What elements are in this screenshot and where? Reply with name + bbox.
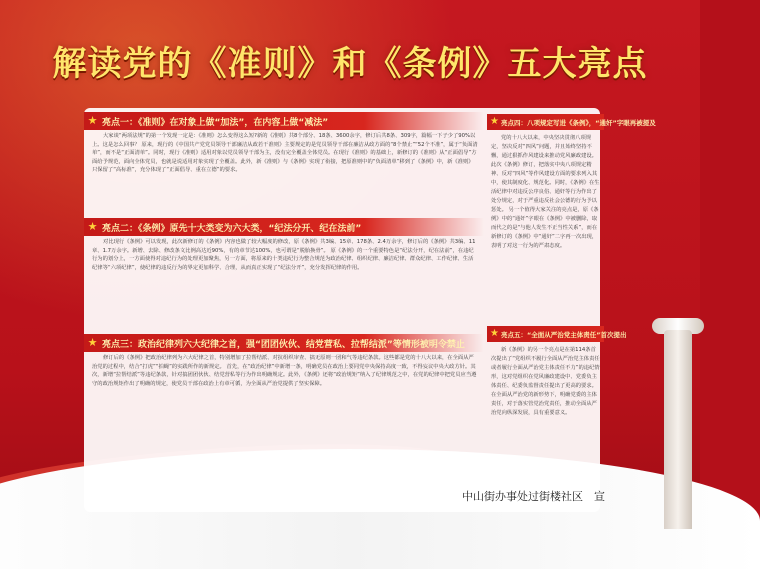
- section-3: [84, 334, 484, 510]
- section-4-header: [487, 114, 656, 130]
- section-header: [84, 334, 484, 352]
- section-body: 大家谈“两项法规”的第一个发现一定是：《准则》怎么变得这么短?新的《准则》共8个部分、18条、3600余字，修订后共8条、309字，篇幅一下子少了90%以上。这是怎么回事？ 原来，现行的《中国共产党党员领导干部廉洁从政若干准则》主要规定的是党员领导干部在廉洁从政方面的“8个禁止”“52个不准”，属于“负面清单”，而不是“正面清单”。同时，现行《准则》适用对象以党员领导干部为主，没有完全覆盖全体党员。在现行《准则》的基础上，新修订的《准则》从“正面倡导”方面给予规范，面向全体党员，也就是说适用对象实现了全覆盖。此外，新《准则》与《条例》实现了衔接，把原准则中的“负面清单”移到了《条例》中，新《准则》只保留了“高标准”，充分体现了“正面倡导、重在立德”的要求。: [92, 133, 478, 174]
- section-title: 亮点二：《条例》原先十大类变为六大类，“纪法分开、纪在法前”: [102, 223, 362, 234]
- party-emblem-icon: ★: [87, 336, 98, 349]
- pillar-decoration: [664, 330, 692, 529]
- left-column: [84, 108, 484, 512]
- section-body: 对比现行《条例》可以发现，此次新修订的《条例》内容也做了较大幅度的修改，原《条例》共3编、15章、178条、2.4万余字，修订后的《条例》共3编、11章、1.7万余字。新增、去除、修改条文比例高达近90%，有的章节达100%，也可谓是“脱胎换骨”。 原《条例》的一个重要特色是“纪法分开，纪在法前”，在违纪行为的划分上，一方面使得对违纪行为的处理更加聚焦，另一方面，将原来的十类违纪行为整合规范为政治纪律、组织纪律、廉洁纪律、群众纪律、工作纪律、生活纪律等“六项纪律”，使纪律的违反行为的界定更加科学、合理，从而真正实现了“纪法分开”，充分发挥纪律的作用。: [92, 239, 476, 271]
- section-title: 亮点四：八项规定写进《条例》，“通奸”字眼再被提及: [501, 118, 656, 127]
- right-column: [487, 108, 656, 512]
- poster-title: 解读党的《准则》和《条例》五大亮点: [52, 44, 648, 84]
- section-body: 修订后的《条例》把政治纪律列为六大纪律之首，特别增加了拉帮结派、对抗组织审查、搞无原则一团和气等违纪条款。这些都是党的十八大以来，在全面从严治党的过程中，结合“打虎”“拍蝇”的实践所作的新规定。 首先，在“政治纪律”中新增一条，明确党员在政治上要同党中央保持高度一致，不得妄议中央大政方针。其次，新增“拉帮结派”等违纪条款，针对搞团团伙伙、结党营私等行为作出明确规定。此外，《条例》还将“政治规矩”纳入了纪律规范之中，在党的纪律中把党员应当遵守的政治规矩作出了明确的规定，使党员干部在政治上有章可循，为全面从严治党提供了坚实保障。: [92, 355, 477, 387]
- section-title: 亮点三：政治纪律列六大纪律之首，强“团团伙伙、结党营私、拉帮结派”等情形被明令禁止: [102, 339, 465, 350]
- section-5-body: 新《条例》的另一个亮点是在第114条首次提出了“党组织不履行全面从严治党主体责任或者履行全面从严治党主体责任不力”的违纪情形，这对党组织在党风廉政建设中、党委负主体责任、纪委负监督责任提出了更高的要求。在全面从严治党的新形势下，明确党委的主体责任，对于落实管党治党责任，推动全面从严治党向纵深发展，具有重要意义。: [491, 347, 600, 416]
- section-4-body: 党的十八大以来，中央坚决贯彻八项规定，坚决反对“四风”问题，并且始终坚持不懈，通过狠抓作风建设来推动党风廉政建设。此次《条例》修订，把落实中央八项规定精神、反对“四风”等作风建设方面的要求列入其中，使其制度化、规范化。同时，《条例》在生活纪律中对违反公序良俗、通奸等行为作出了处分规定，对于严重违反社会公德的行为予以惩处。 另一个值得大家关注的亮点是，原《条例》中的“通奸”字眼在《条例》中被删除，取而代之的是“与他人发生不正当性关系”，而在新修订的《条例》中“通奸”二字再一次出现，表明了对这一行为的严肃态度。: [491, 135, 600, 249]
- section-title: 亮点一：《准则》在对象上做“加法”，在内容上做“减法”: [102, 117, 329, 128]
- section-header: [84, 112, 484, 130]
- section-2: [84, 218, 484, 328]
- party-emblem-icon: ★: [87, 220, 98, 233]
- section-title: 亮点五：“全面从严治党主体责任”首次提出: [501, 330, 627, 339]
- section-1: [84, 112, 484, 210]
- section-5-header: [487, 326, 627, 342]
- party-emblem-icon: ★: [490, 116, 499, 127]
- section-header: [84, 218, 484, 236]
- party-emblem-icon: ★: [87, 114, 98, 127]
- party-emblem-icon: ★: [490, 328, 499, 339]
- footer-credit: 中山街办事处过街楼社区 宣: [462, 490, 605, 503]
